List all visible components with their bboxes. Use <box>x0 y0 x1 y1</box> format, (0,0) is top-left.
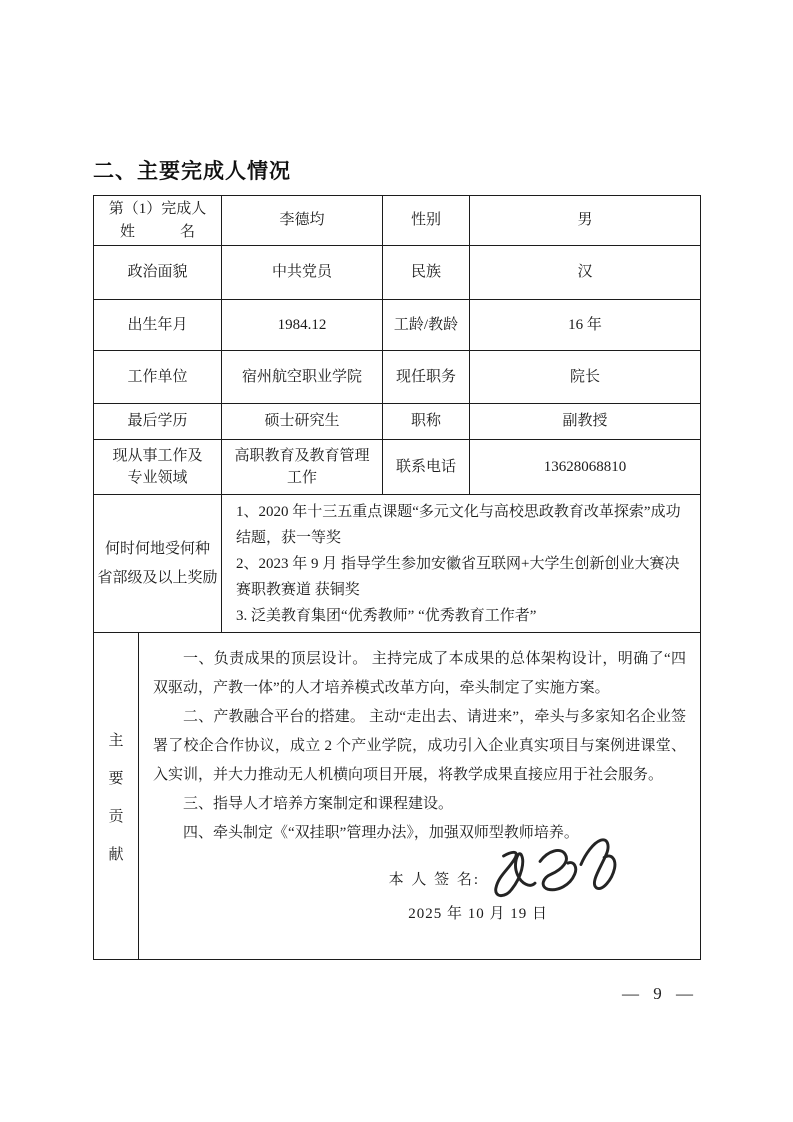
page-number: — 9 — <box>622 984 693 1003</box>
field-label-current-position: 现任职务 <box>383 351 470 404</box>
contribution-row <box>94 633 700 959</box>
field-label-work-unit: 工作单位 <box>94 351 222 404</box>
field-value-phone: 13628068810 <box>470 440 700 495</box>
field-label-political-status: 政治面貌 <box>94 246 222 300</box>
contribution-paragraph: 一、负责成果的顶层设计。 主持完成了本成果的总体架构设计，明确了“四双驱动，产教一体”的人才培养模式改革方向，牵头制定了实施方案。 <box>153 651 686 696</box>
contribution-label-char: 要 <box>108 770 124 787</box>
field-label-seniority: 工龄/教龄 <box>383 300 470 351</box>
award-item: 1、2020 年十三五重点课题“多元文化与高校思政教育改革探索”成功结题，获一等奖 <box>236 504 681 546</box>
contribution-label-vertical <box>94 633 139 959</box>
field-value-current-work <box>222 440 383 495</box>
contribution-content <box>139 633 700 959</box>
contribution-label-char: 主 <box>108 732 124 749</box>
field-value-ethnicity: 汉 <box>470 246 700 300</box>
field-label-name <box>94 196 222 246</box>
field-label-ethnicity: 民族 <box>383 246 470 300</box>
field-label-name-line2: 姓 名 <box>119 223 195 240</box>
contributor-info-table <box>93 195 701 960</box>
field-value-current-work-line1: 高职教育及教育管理 <box>234 447 370 464</box>
signature-label: 本 人 签 名: <box>388 871 480 888</box>
handwritten-signature <box>481 831 627 911</box>
field-value-name: 李德均 <box>222 196 383 246</box>
field-value-work-unit: 宿州航空职业学院 <box>222 351 383 404</box>
awards-row <box>94 495 700 633</box>
awards-label-line1: 何时何地受何种 <box>104 541 210 557</box>
field-value-birth-date: 1984.12 <box>222 300 383 351</box>
contribution-paragraph: 二、产教融合平台的搭建。 主动“走出去、请进来”，牵头与多家知名企业签署了校企合作协议，成立 2 个产业学院，成功引入企业真实项目与案例进课堂、入实训，并大力推动无人机横向项目开展，将教学成果直接应用于社会服务。 <box>153 709 686 783</box>
field-value-political-status: 中共党员 <box>222 246 383 300</box>
info-grid <box>94 196 700 495</box>
contribution-label-char: 贡 <box>108 808 124 825</box>
awards-list <box>222 495 700 633</box>
page-title: 二、主要完成人情况 <box>93 160 291 183</box>
field-value-education: 硕士研究生 <box>222 404 383 440</box>
field-label-education: 最后学历 <box>94 404 222 440</box>
contribution-label-char: 献 <box>108 846 124 863</box>
contribution-paragraph: 三、指导人才培养方案制定和课程建设。 <box>183 796 454 812</box>
field-label-gender: 性别 <box>383 196 470 246</box>
field-label-current-work-line1: 现从事工作及 <box>112 447 203 464</box>
field-value-title: 副教授 <box>470 404 700 440</box>
award-item: 3. 泛美教育集团“优秀教师” “优秀教育工作者” <box>236 608 537 624</box>
field-label-current-work <box>94 440 222 495</box>
field-label-phone: 联系电话 <box>383 440 470 495</box>
signature-row <box>153 850 624 906</box>
field-value-current-work-line2: 工作 <box>286 470 317 486</box>
field-value-current-position: 院长 <box>470 351 700 404</box>
signature-date: 2025 年 10 月 19 日 <box>408 906 548 922</box>
contribution-paragraph: 四、牵头制定《“双挂职”管理办法》，加强双师型教师培养。 <box>183 825 579 841</box>
award-item: 2、2023 年 9 月 指导学生参加安徽省互联网+大学生创新创业大赛决赛职教赛道 获铜奖 <box>236 556 680 598</box>
field-label-current-work-line2: 专业领域 <box>127 470 188 486</box>
field-value-seniority: 16 年 <box>470 300 700 351</box>
awards-label-line2: 省部级及以上奖励 <box>97 569 218 586</box>
field-label-title: 职称 <box>383 404 470 440</box>
field-label-birth-date: 出生年月 <box>94 300 222 351</box>
awards-label <box>94 495 222 633</box>
field-value-gender: 男 <box>470 196 700 246</box>
field-label-name-line1: 第（1）完成人 <box>108 201 207 217</box>
